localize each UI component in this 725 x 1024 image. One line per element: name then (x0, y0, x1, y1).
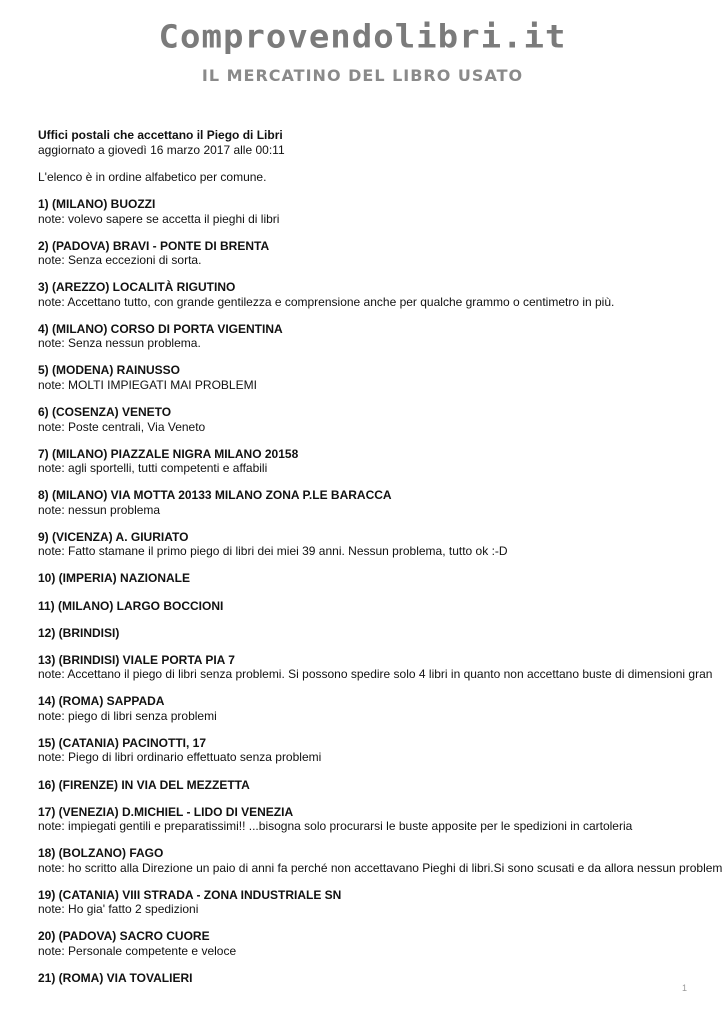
list-item (38, 694, 725, 723)
entry-title: 11) (MILANO) LARGO BOCCIONI (38, 598, 224, 613)
logo-title: Comprovendolibri.it (158, 18, 567, 56)
list-item (38, 239, 725, 268)
entry-title: 2) (PADOVA) BRAVI - PONTE DI BRENTA (38, 238, 270, 253)
entry-note: note: volevo sapere se accetta il pieghi di libri (38, 211, 280, 226)
list-item (38, 971, 725, 986)
update-date: aggiornato a giovedì 16 marzo 2017 alle 00:11 (38, 142, 285, 157)
entry-title: 3) (AREZZO) LOCALITÀ RIGUTINO (38, 280, 236, 295)
list-item (38, 846, 725, 875)
list-item (38, 929, 725, 958)
list-item (38, 626, 725, 641)
entry-title: 8) (MILANO) VIA MOTTA 20133 MILANO ZONA P.LE BARACCA (38, 488, 392, 503)
entry-title: 21) (ROMA) VIA TOVALIERI (38, 970, 193, 985)
entry-title: 4) (MILANO) CORSO DI PORTA VIGENTINA (38, 321, 283, 336)
list-item (38, 888, 725, 917)
list-item (38, 488, 725, 517)
intro-text: L'elenco è in ordine alfabetico per comune. (38, 170, 267, 184)
entry-note: note: ho scritto alla Direzione un paio di anni fa perché non accettavano Pieghi di libri.Si sono scusati e da allora nessun problem (38, 860, 723, 875)
list-item (38, 280, 725, 309)
entry-note: note: nessun problema (38, 502, 161, 517)
entry-title: 6) (COSENZA) VENETO (38, 405, 172, 420)
list-item (38, 805, 725, 834)
entry-list (38, 197, 725, 985)
entry-title: 17) (VENEZIA) D.MICHIEL - LIDO DI VENEZIA (38, 804, 294, 819)
entry-note: note: Accettano il piego di libri senza problemi. Si possono spedire solo 4 libri in quanto non accettano buste di dimensioni gran (38, 667, 713, 682)
entry-note: note: Accettano tutto, con grande gentilezza e comprensione anche per qualche grammo o centimetro in più. (38, 294, 615, 309)
site-logo (0, 14, 725, 86)
entry-note: note: Fatto stamane il primo piego di libri dei miei 39 anni. Nessun problema, tutto ok :-D (38, 544, 508, 559)
entry-note: note: impiegati gentili e preparatissimi!! ...bisogna solo procurarsi le buste apposite per le spedizioni in cartoleria (38, 819, 633, 834)
list-item (38, 778, 725, 793)
entry-title: 5) (MODENA) RAINUSSO (38, 363, 181, 378)
entry-title: 9) (VICENZA) A. GIURIATO (38, 529, 189, 544)
entry-note: note: Personale competente e veloce (38, 943, 237, 958)
entry-title: 20) (PADOVA) SACRO CUORE (38, 929, 210, 944)
list-item (38, 197, 725, 226)
entry-title: 13) (BRINDISI) VIALE PORTA PIA 7 (38, 652, 235, 667)
entry-title: 14) (ROMA) SAPPADA (38, 694, 165, 709)
entry-title: 1) (MILANO) BUOZZI (38, 197, 156, 212)
list-item (38, 363, 725, 392)
entry-note: note: Senza eccezioni di sorta. (38, 253, 202, 268)
entry-title: 15) (CATANIA) PACINOTTI, 17 (38, 735, 207, 750)
entry-title: 10) (IMPERIA) NAZIONALE (38, 571, 191, 586)
logo-subtitle: IL MERCATINO DEL LIBRO USATO (201, 66, 524, 85)
entry-note: note: Ho gia' fatto 2 spedizioni (38, 902, 199, 917)
entry-title: 7) (MILANO) PIAZZALE NIGRA MILANO 20158 (38, 446, 299, 461)
list-item (38, 571, 725, 586)
entry-title: 19) (CATANIA) VIII STRADA - ZONA INDUSTRIALE SN (38, 887, 342, 902)
list-item (38, 653, 725, 682)
list-item (38, 736, 725, 765)
list-item (38, 530, 725, 559)
entry-title: 12) (BRINDISI) (38, 625, 120, 640)
entry-note: note: Poste centrali, Via Veneto (38, 419, 206, 434)
page-number: 1 (681, 983, 687, 993)
list-item (38, 447, 725, 476)
entry-title: 18) (BOLZANO) FAGO (38, 846, 164, 861)
document-title: Uffici postali che accettano il Piego di Libri (38, 128, 283, 142)
list-item (38, 405, 725, 434)
list-item (38, 599, 725, 614)
entry-note: note: piego di libri senza problemi (38, 708, 217, 723)
entry-note: note: Piego di libri ordinario effettuato senza problemi (38, 750, 322, 765)
entry-note: note: agli sportelli, tutti competenti e affabili (38, 461, 268, 476)
entry-note: note: Senza nessun problema. (38, 336, 201, 351)
list-item (38, 322, 725, 351)
entry-title: 16) (FIRENZE) IN VIA DEL MEZZETTA (38, 777, 250, 792)
document-body (38, 128, 725, 985)
entry-note: note: MOLTI IMPIEGATI MAI PROBLEMI (38, 377, 257, 392)
